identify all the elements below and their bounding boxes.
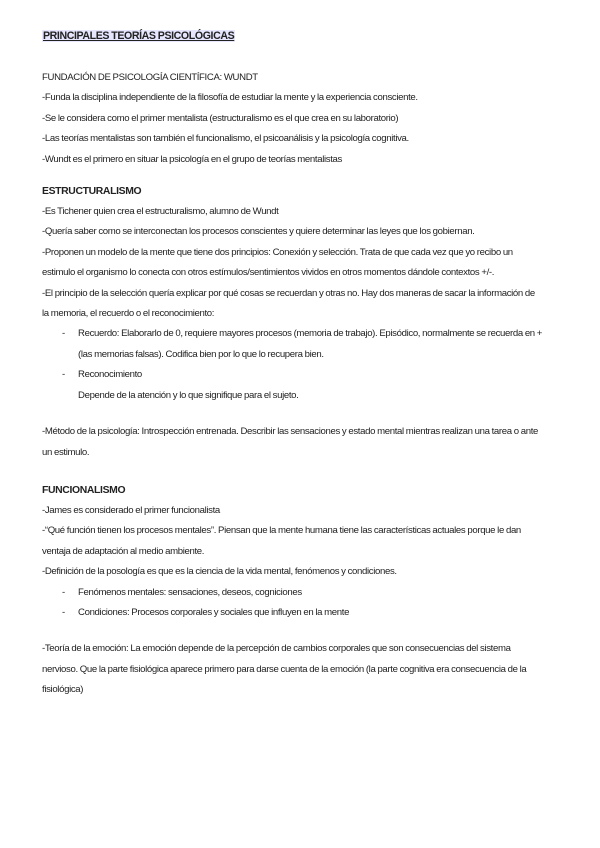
funcionalismo-line: -James es considerado el primer funcionalista xyxy=(42,504,220,516)
estructuralismo-line: -Quería saber como se interconectan los procesos conscientes y quiere determinar las leyes que los gobiernan. xyxy=(42,226,475,238)
metodo-line: -Método de la psicología: Introspección entrenada. Describir las sensaciones y estado mental mientras realizan una tarea o ante xyxy=(42,426,539,438)
bullet-dash: - xyxy=(62,369,65,381)
bullet-dash: - xyxy=(62,606,65,618)
emocion-line: fisiológica) xyxy=(42,684,84,696)
funcionalismo-line: -Definición de la posología es que es la ciencia de la vida mental, fenómenos y condiciones. xyxy=(42,566,397,578)
bullet-line: Recuerdo: Elaborarlo de 0, requiere mayores procesos (memoria de trabajo). Episódico, normalmente se recuerda en + xyxy=(78,328,543,340)
document-title: PRINCIPALES TEORÍAS PSICOLÓGICAS xyxy=(43,30,235,42)
estructuralismo-line: -Proponen un modelo de la mente que tiene dos principios: Conexión y selección. Trata de que cada vez que yo recibo un xyxy=(42,246,513,258)
funcionalismo-heading: FUNCIONALISMO xyxy=(42,484,126,496)
wundt-line: -Wundt es el primero en situar la psicología en el grupo de teorías mentalistas xyxy=(42,153,342,165)
wundt-line: -Se le considera como el primer mentalista (estructuralismo es el que crea en su laboratorio) xyxy=(42,112,399,124)
estructuralismo-line: -El principio de la selección quería explicar por qué cosas se recuerdan y otras no. Hay dos maneras de sacar la información de xyxy=(42,287,535,299)
bullet-line: Condiciones: Procesos corporales y sociales que influyen en la mente xyxy=(78,606,350,618)
recuerdo-bullet xyxy=(42,324,562,344)
funcionalismo-line: ventaja de adaptación al medio ambiente. xyxy=(42,545,205,557)
bullet-dash: - xyxy=(62,328,65,340)
bullet-line: Fenómenos mentales: sensaciones, deseos, cogniciones xyxy=(78,586,302,598)
wundt-line: -Funda la disciplina independiente de la filosofía de estudiar la mente y la experiencia consciente. xyxy=(42,92,418,104)
bullet-continuation: (las memorias falsas). Codifica bien por lo que lo recupera bien. xyxy=(78,348,324,360)
bullet-dash: - xyxy=(62,586,65,598)
estructuralismo-line: estimulo el organismo lo conecta con otros estímulos/sentimientos vividos en otros momentos dándole contextos +/-. xyxy=(42,267,495,279)
bullet-continuation: Depende de la atención y lo que signifique para el sujeto. xyxy=(78,389,299,401)
document-page xyxy=(42,30,562,701)
wundt-line: -Las teorías mentalistas son también el funcionalismo, el psicoanálisis y la psicología cognitiva. xyxy=(42,133,409,145)
estructuralismo-heading: ESTRUCTURALISMO xyxy=(42,186,142,198)
fenomenos-bullet xyxy=(42,583,562,603)
metodo-line: un estimulo. xyxy=(42,446,90,458)
condiciones-bullet xyxy=(42,603,562,623)
estructuralismo-line: la memoria, el recuerdo o el reconocimiento: xyxy=(42,308,215,320)
bullet-line: Reconocimiento xyxy=(78,369,142,381)
wundt-heading: FUNDACIÓN DE PSICOLOGÍA CIENTÍFICA: WUNDT xyxy=(42,72,258,83)
emocion-line: -Teoría de la emoción: La emoción depende de la percepción de cambios corporales que son consecuencias del sistema xyxy=(42,643,511,655)
emocion-line: nervioso. Que la parte fisiológica aparece primero para darse cuenta de la emoción (la parte cognitiva era consecuencia de la xyxy=(42,663,527,675)
funcionalismo-line: -“Qué función tienen los procesos mentales”. Piensan que la mente humana tiene las características actuales porque le dan xyxy=(42,525,521,537)
estructuralismo-line: -Es Tichener quien crea el estructuralismo, alumno de Wundt xyxy=(42,206,279,218)
reconocimiento-bullet xyxy=(42,365,562,385)
